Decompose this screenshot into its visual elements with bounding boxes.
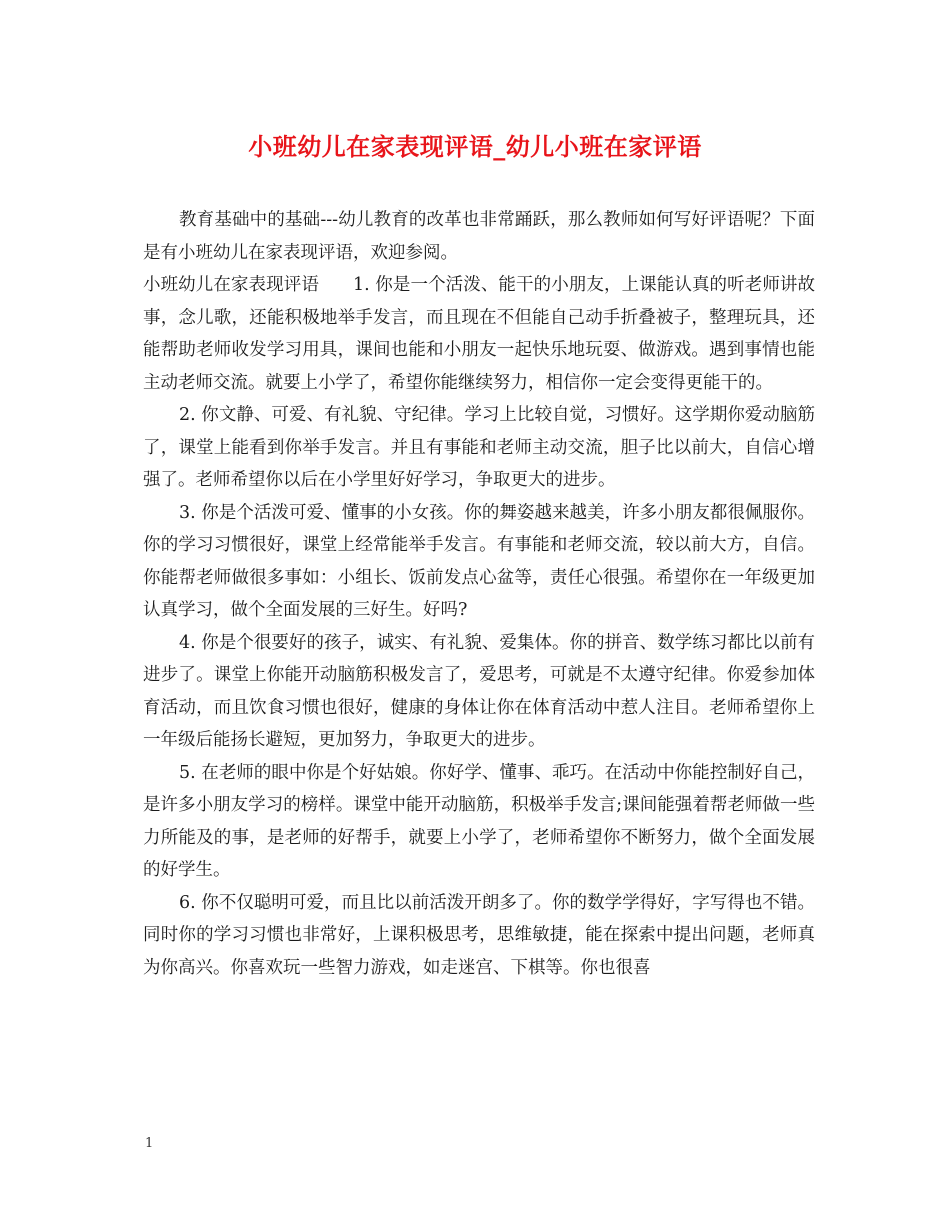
intro-paragraph: 教育基础中的基础---幼儿教育的改革也非常踊跃，那么教师如何写好评语呢？下面是有小班幼儿在家表现评语，欢迎参阅。 — [143, 210, 815, 263]
comment-3: 3. 你是个活泼可爱、懂事的小女孩。你的舞姿越来越美，许多小朋友都很佩服你。你的学习习惯很好，课堂上经常能举手发言。有事能和老师交流，较以前大方，自信。你能帮老师做很多事如：小组长、饭前发点心盆等，责任心很强。希望你在一年级更加认真学习，做个全面发展的三好生。好吗? — [143, 502, 815, 620]
comment-1: 1. 你是一个活泼、能干的小朋友，上课能认真的听老师讲故事，念儿歌，还能积极地举手发言，而且现在不但能自己动手折叠被子，整理玩具，还能帮助老师收发学习用具，课间也能和小朋友一起快乐地玩耍、做游戏。遇到事情也能主动老师交流。就要上小学了，希望你能继续努力，相信你一定会变得更能干的。 — [143, 275, 816, 393]
comment-4: 4. 你是个很要好的孩子，诚实、有礼貌、爱集体。你的拼音、数学练习都比以前有进步了。课堂上你能开动脑筋积极发言了，爱思考，可就是不太遵守纪律。你爱参加体育活动，而且饮食习惯也很好，健康的身体让你在体育活动中惹人注目。老师希望你上一年级后能扬长避短，更加努力，争取更大的进步。 — [143, 632, 815, 750]
document-title: 小班幼儿在家表现评语_幼儿小班在家评语 — [248, 132, 702, 161]
first-comment-paragraph — [143, 269, 815, 399]
page-number: 1 — [145, 1136, 154, 1151]
comment-2: 2. 你文静、可爱、有礼貌、守纪律。学习上比较自觉，习惯好。这学期你爱动脑筋了，课堂上能看到你举手发言。并且有事能和老师主动交流，胆子比以前大，自信心增强了。老师希望你以后在小学里好好学习，争取更大的进步。 — [143, 405, 815, 490]
section-heading: 小班幼儿在家表现评语 — [143, 275, 319, 295]
comment-6: 6. 你不仅聪明可爱，而且比以前活泼开朗多了。你的数学学得好，字写得也不错。同时你的学习习惯也非常好，上课积极思考，思维敏捷，能在探索中提出问题，老师真为你高兴。你喜欢玩一些智力游戏，如走迷宫、下棋等。你也很喜 — [143, 892, 815, 978]
comment-5: 5. 在老师的眼中你是个好姑娘。你好学、懂事、乖巧。在活动中你能控制好自己，是许多小朋友学习的榜样。课堂中能开动脑筋，积极举手发言;课间能强着帮老师做一些力所能及的事，是老师的好帮手，就要上小学了，老师希望你不断努力，做个全面发展的好学生。 — [143, 762, 815, 880]
document-body — [143, 204, 815, 984]
